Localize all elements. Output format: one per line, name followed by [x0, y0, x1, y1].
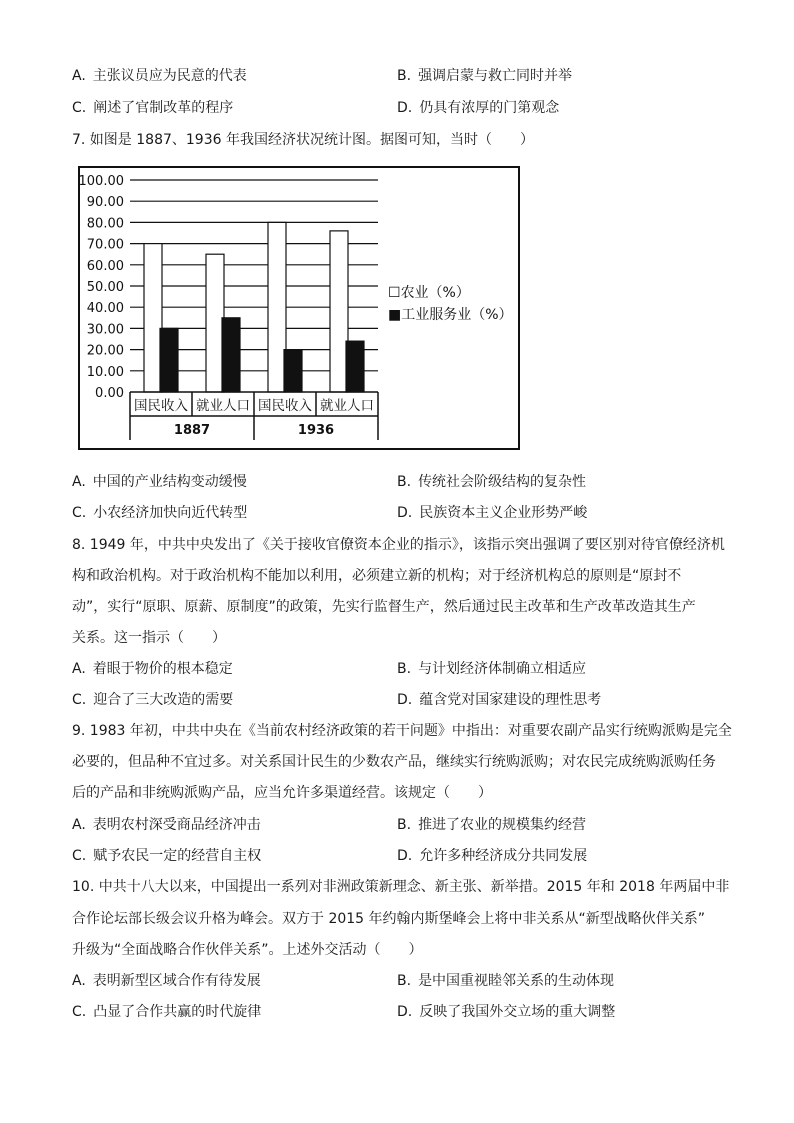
- bar-agriculture: [144, 244, 162, 392]
- q7-option-d[interactable]: [397, 503, 587, 523]
- q8-stem-line-4: 关系。这一指示（ ）: [72, 630, 226, 646]
- q7-option-c[interactable]: [72, 503, 247, 523]
- q8-stem-line-2: 构和政治机构。对于政治机构不能加以利用，必须建立新的机构；对于经济机构总的原则是“原封不: [72, 568, 682, 584]
- y-tick-label: 30.00: [86, 322, 124, 338]
- y-tick-label: 40.00: [86, 301, 124, 317]
- q9-option-b[interactable]: [397, 815, 586, 835]
- option-text: 是中国重视睦邻关系的生动体现: [418, 973, 615, 989]
- option-text: 仍具有浓厚的门第观念: [419, 100, 560, 116]
- q6-option-d[interactable]: [397, 98, 559, 118]
- q6-option-b[interactable]: [397, 66, 572, 86]
- y-tick-label: 90.00: [86, 195, 124, 211]
- economic-statistics-chart: [78, 166, 520, 450]
- y-tick-label: 10.00: [86, 364, 124, 380]
- x-category-label: 就业人口: [320, 398, 374, 414]
- y-tick-label: 80.00: [86, 216, 124, 232]
- bar-agriculture: [206, 254, 224, 392]
- option-text: 允许多种经济成分共同发展: [419, 848, 588, 864]
- x-category-label: 国民收入: [258, 398, 312, 414]
- q10-stem-line-3: 升级为“全面战略合作伙伴关系”。上述外交活动（ ）: [72, 942, 423, 958]
- legend-agriculture: ☐农业（%）: [388, 285, 470, 301]
- y-tick-label: 20.00: [86, 343, 124, 359]
- q10-option-d[interactable]: [397, 1002, 615, 1022]
- y-tick-label: 60.00: [86, 258, 124, 274]
- q9-option-d[interactable]: [397, 846, 587, 866]
- q9-option-a[interactable]: [72, 815, 261, 835]
- option-text: 民族资本主义企业形势严峻: [419, 505, 588, 521]
- y-tick-label: 100.00: [78, 174, 124, 189]
- q6-option-a[interactable]: [72, 66, 247, 86]
- option-letter: C.: [72, 1004, 87, 1020]
- bar-industry-service: [346, 341, 364, 392]
- q7-stem: 7. 如图是 1887、1936 年我国经济状况统计图。据图可知，当时（ ）: [72, 132, 534, 148]
- option-text: 中国的产业结构变动缓慢: [92, 474, 247, 490]
- y-tick-label: 70.00: [86, 237, 124, 253]
- q8-stem-line-3: 动”，实行“原职、原薪、原制度”的政策，先实行监督生产，然后通过民主改革和生产改革改造其生产: [72, 599, 696, 615]
- q10-stem-line-1: 10. 中共十八大以来，中国提出一系列对非洲政策新理念、新主张、新举措。2015 年和 2018 年两届中非: [72, 879, 730, 895]
- q9-stem-line-1: 9. 1983 年初，中共中央在《当前农村经济政策的若干问题》中指出：对重要农副产品实行统购派购是完全: [72, 723, 732, 739]
- option-text: 表明新型区域合作有待发展: [92, 973, 261, 989]
- option-text: 小农经济加快向近代转型: [93, 505, 248, 521]
- q8-option-b[interactable]: [397, 659, 586, 679]
- q9-stem-line-3: 后的产品和非统购派购产品，应当允许多渠道经营。该规定（ ）: [72, 785, 492, 801]
- option-letter: B.: [397, 973, 412, 989]
- option-letter: A.: [72, 661, 86, 677]
- option-text: 推进了农业的规模集约经营: [418, 817, 587, 833]
- q10-option-a[interactable]: [72, 971, 261, 991]
- option-text: 与计划经济体制确立相适应: [418, 661, 587, 677]
- option-letter: C.: [72, 692, 87, 708]
- option-letter: A.: [72, 474, 86, 490]
- q8-option-a[interactable]: [72, 659, 233, 679]
- x-category-label: 国民收入: [134, 398, 188, 414]
- option-text: 赋予农民一定的经营自主权: [93, 848, 262, 864]
- option-text: 着眼于物价的根本稳定: [92, 661, 233, 677]
- option-letter: C.: [72, 100, 87, 116]
- q8-option-c[interactable]: [72, 690, 233, 710]
- x-group-label: 1887: [173, 423, 211, 438]
- option-text: 传统社会阶级结构的复杂性: [418, 474, 587, 490]
- option-letter: B.: [397, 68, 412, 84]
- option-letter: C.: [72, 848, 87, 864]
- legend-industry-service: ■工业服务业（%）: [388, 307, 513, 323]
- q10-stem-line-2: 合作论坛部长级会议升格为峰会。双方于 2015 年约翰内斯堡峰会上将中非关系从“新型战略伙伴关系”: [72, 911, 706, 927]
- q10-option-b[interactable]: [397, 971, 614, 991]
- option-text: 强调启蒙与救亡同时并举: [418, 68, 573, 84]
- option-text: 表明农村深受商品经济冲击: [92, 817, 261, 833]
- q7-option-a[interactable]: [72, 472, 247, 492]
- x-group-label: 1936: [297, 423, 335, 438]
- bar-agriculture: [268, 222, 286, 392]
- option-letter: B.: [397, 474, 412, 490]
- bar-industry-service: [284, 350, 302, 392]
- option-letter: D.: [397, 692, 413, 708]
- q9-stem-line-2: 必要的，但品种不宜过多。对关系国计民生的少数农产品，继续实行统购派购；对农民完成统购派购任务: [72, 754, 716, 770]
- option-letter: B.: [397, 817, 412, 833]
- q10-option-c[interactable]: [72, 1002, 261, 1022]
- bar-agriculture: [330, 231, 348, 392]
- option-letter: A.: [72, 973, 86, 989]
- y-tick-label: 0.00: [95, 386, 124, 401]
- option-text: 迎合了三大改造的需要: [93, 692, 234, 708]
- option-text: 主张议员应为民意的代表: [92, 68, 247, 84]
- q6-option-c[interactable]: [72, 98, 233, 118]
- q7-option-b[interactable]: [397, 472, 586, 492]
- option-letter: B.: [397, 661, 412, 677]
- option-letter: C.: [72, 505, 87, 521]
- y-tick-label: 50.00: [86, 280, 124, 295]
- option-letter: D.: [397, 848, 413, 864]
- chart-svg: [78, 166, 520, 450]
- bar-industry-service: [222, 318, 240, 392]
- option-letter: D.: [397, 505, 413, 521]
- q8-stem-line-1: 8. 1949 年，中共中央发出了《关于接收官僚资本企业的指示》，该指示突出强调了要区别对待官僚经济机: [72, 537, 725, 553]
- option-letter: A.: [72, 68, 86, 84]
- option-letter: A.: [72, 817, 86, 833]
- q8-option-d[interactable]: [397, 690, 601, 710]
- option-text: 凸显了合作共赢的时代旋律: [93, 1004, 262, 1020]
- bar-industry-service: [160, 328, 178, 392]
- q9-option-c[interactable]: [72, 846, 261, 866]
- option-text: 反映了我国外交立场的重大调整: [419, 1004, 616, 1020]
- option-text: 阐述了官制改革的程序: [93, 100, 234, 116]
- option-letter: D.: [397, 1004, 413, 1020]
- option-letter: D.: [397, 100, 413, 116]
- x-category-label: 就业人口: [196, 398, 250, 414]
- option-text: 蕴含党对国家建设的理性思考: [419, 692, 602, 708]
